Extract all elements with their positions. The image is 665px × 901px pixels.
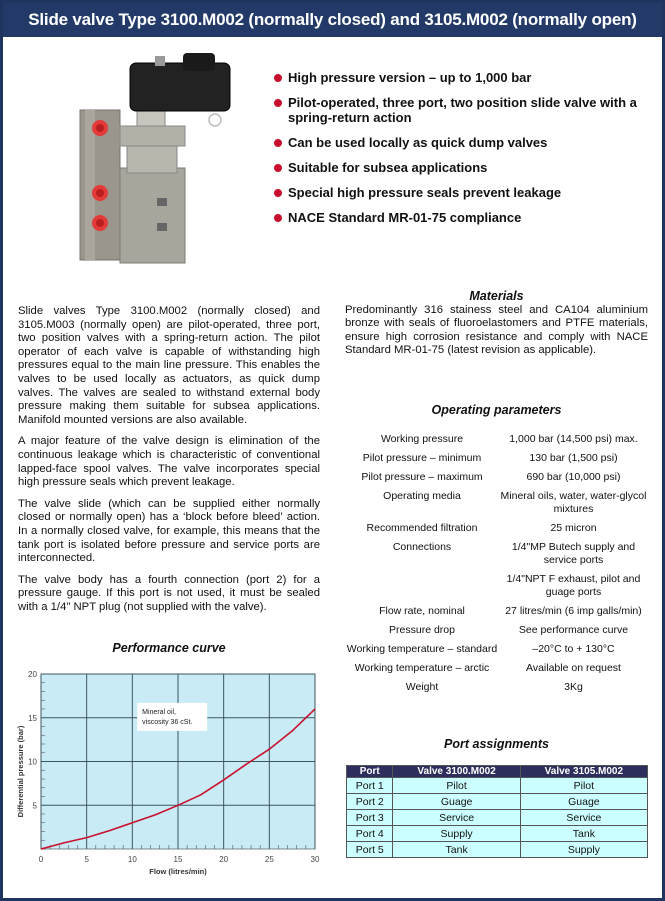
- performance-curve-heading: Performance curve: [112, 641, 226, 655]
- param-row: [345, 471, 648, 484]
- param-value: 1/4"MP Butech supply and service ports: [511, 541, 636, 566]
- feature-item: High pressure version – up to 1,000 bar: [272, 70, 652, 85]
- param-label: [345, 573, 499, 599]
- chart-annotation-box: [137, 703, 207, 731]
- page-title: Slide valve Type 3100.M002 (normally closed) and 3105.M002 (normally open): [3, 3, 662, 37]
- table-row: [347, 778, 648, 794]
- param-label: Weight: [405, 681, 439, 693]
- chart-annotation: Mineral oil,: [142, 708, 177, 716]
- param-row: [345, 605, 648, 618]
- table-cell: Tank: [393, 842, 520, 858]
- param-row: [345, 662, 648, 675]
- column-header: Valve 3100.M002: [393, 766, 520, 778]
- param-label: Pressure drop: [389, 624, 455, 636]
- materials-text: Predominantly 316 stainess steel and CA104 aluminium bronze with seals of fluoroelastomers and PTFE materials, ensure high corrosion resistance and comply with NACE Standard MR-01-75 (latest revision as applicable).: [345, 303, 648, 357]
- param-row: [345, 541, 648, 567]
- param-value: 27 litres/min (6 imp galls/min): [505, 605, 642, 617]
- table-cell: Pilot: [393, 778, 520, 794]
- param-value: 1,000 bar (14,500 psi) max.: [509, 433, 638, 445]
- param-row: [345, 573, 648, 599]
- table-cell: Port 5: [347, 842, 393, 858]
- feature-item: Suitable for subsea applications: [272, 160, 652, 175]
- table-cell: Port 4: [347, 826, 393, 842]
- x-tick-label: 15: [173, 855, 183, 864]
- table-cell: Port 3: [347, 810, 393, 826]
- param-label: Pilot pressure – minimum: [362, 452, 482, 464]
- param-row: [345, 452, 648, 465]
- param-value: Available on request: [526, 662, 621, 674]
- param-row: [345, 433, 648, 446]
- valve-product-image: [55, 48, 255, 273]
- x-tick-label: 30: [310, 855, 320, 864]
- column-header: Valve 3105.M002: [520, 766, 647, 778]
- param-value: 690 bar (10,000 psi): [526, 471, 621, 483]
- table-row: [347, 842, 648, 858]
- param-value: –20°C to + 130°C: [532, 643, 615, 655]
- y-axis-label: Differential pressure (bar): [16, 725, 25, 818]
- table-cell: Service: [520, 810, 647, 826]
- param-value: 130 bar (1,500 psi): [529, 452, 618, 464]
- param-label: Working temperature – standard: [346, 643, 498, 655]
- param-row: [345, 522, 648, 535]
- description: [18, 305, 320, 622]
- feature-item: Can be used locally as quick dump valves: [272, 135, 652, 150]
- y-tick-label: 20: [28, 670, 37, 679]
- param-row: [345, 643, 648, 656]
- table-cell: Supply: [393, 826, 520, 842]
- param-label: Working pressure: [380, 433, 464, 445]
- param-value: 1/4"NPT F exhaust, pilot and guage ports: [506, 573, 641, 598]
- column-header: Port: [347, 766, 393, 778]
- param-label: Recommended filtration: [366, 522, 478, 534]
- y-tick-label: 10: [28, 757, 37, 767]
- table-header-row: [347, 766, 648, 778]
- table-cell: Port 2: [347, 794, 393, 810]
- description-paragraph: The valve slide (which can be supplied either normally closed or normally open) has a ‘block before bleed’ action. In a normally closed valve, for example, this means that the tank port is isolated before pressure and service ports are interconnected.: [18, 497, 320, 565]
- table-row: [347, 794, 648, 810]
- param-row: [345, 681, 648, 694]
- feature-item: Special high pressure seals prevent leakage: [272, 185, 652, 200]
- materials-section: [345, 290, 648, 358]
- x-tick-label: 5: [84, 855, 89, 864]
- port-assignments-table: [346, 765, 648, 858]
- feature-item: Pilot-operated, three port, two position slide valve with a spring-return action: [272, 95, 652, 125]
- x-tick-label: 10: [127, 855, 137, 864]
- chart-annotation: viscosity 36 cSt.: [142, 718, 193, 726]
- param-value: See performance curve: [518, 624, 629, 636]
- feature-list: [272, 70, 652, 235]
- x-tick-label: 25: [264, 855, 274, 864]
- param-row: [345, 624, 648, 637]
- description-paragraph: Slide valves Type 3100.M002 (normally closed) and 3105.M003 (normally open) are pilot-operated, three port, two position valves with a spring-return action. The pilot operator of each valve is capable of withstanding high pressures equal to the main line pressure. This enables the valves to be used locally as actuators, as quick dump valves. The valves are sealed to withstand external body pressure making them suitable for subsea applications. Manifold mounted versions are also available.: [18, 305, 320, 426]
- param-label: Pilot pressure – maximum: [361, 471, 483, 483]
- description-paragraph: A major feature of the valve design is elimination of the continuous leakage which is characteristic of conventional lapped-face spool valves. The valve incorporates special high pressure seals which prevent leakage.: [18, 435, 320, 489]
- table-cell: Port 1: [347, 778, 393, 794]
- table-cell: Guage: [520, 794, 647, 810]
- table-cell: Guage: [393, 794, 520, 810]
- table-row: [347, 826, 648, 842]
- y-tick-label: 15: [28, 713, 37, 723]
- description-paragraph: The valve body has a fourth connection (port 2) for a pressure gauge. If this port is not used, it must be sealed with a 1/4" NPT plug (not supplied with the valve).: [18, 573, 320, 613]
- param-label: Working temperature – arctic: [354, 662, 490, 674]
- table-cell: Service: [393, 810, 520, 826]
- operating-parameters-heading: Operating parameters: [431, 403, 562, 417]
- param-row: [345, 490, 648, 516]
- materials-heading: Materials: [469, 289, 524, 303]
- param-label: Connections: [392, 541, 452, 553]
- y-tick-label: 5: [32, 801, 37, 811]
- param-value: 25 micron: [550, 522, 597, 534]
- param-label: Flow rate, nominal: [379, 605, 465, 617]
- x-axis-label: Flow (litres/min): [149, 867, 207, 876]
- param-value: 3Kg: [564, 681, 583, 693]
- table-cell: Supply: [520, 842, 647, 858]
- port-assignments-heading: Port assignments: [444, 737, 549, 751]
- table-cell: Tank: [520, 826, 647, 842]
- operating-parameters-table: [345, 433, 648, 700]
- feature-item: NACE Standard MR-01-75 compliance: [272, 210, 652, 225]
- x-tick-label: 20: [219, 855, 229, 864]
- table-cell: Pilot: [520, 778, 647, 794]
- x-tick-label: 0: [38, 855, 44, 864]
- param-value: Mineral oils, water, water-glycol mixtures: [500, 490, 647, 515]
- param-label: Operating media: [383, 490, 461, 502]
- table-row: [347, 810, 648, 826]
- performance-chart: [10, 665, 330, 880]
